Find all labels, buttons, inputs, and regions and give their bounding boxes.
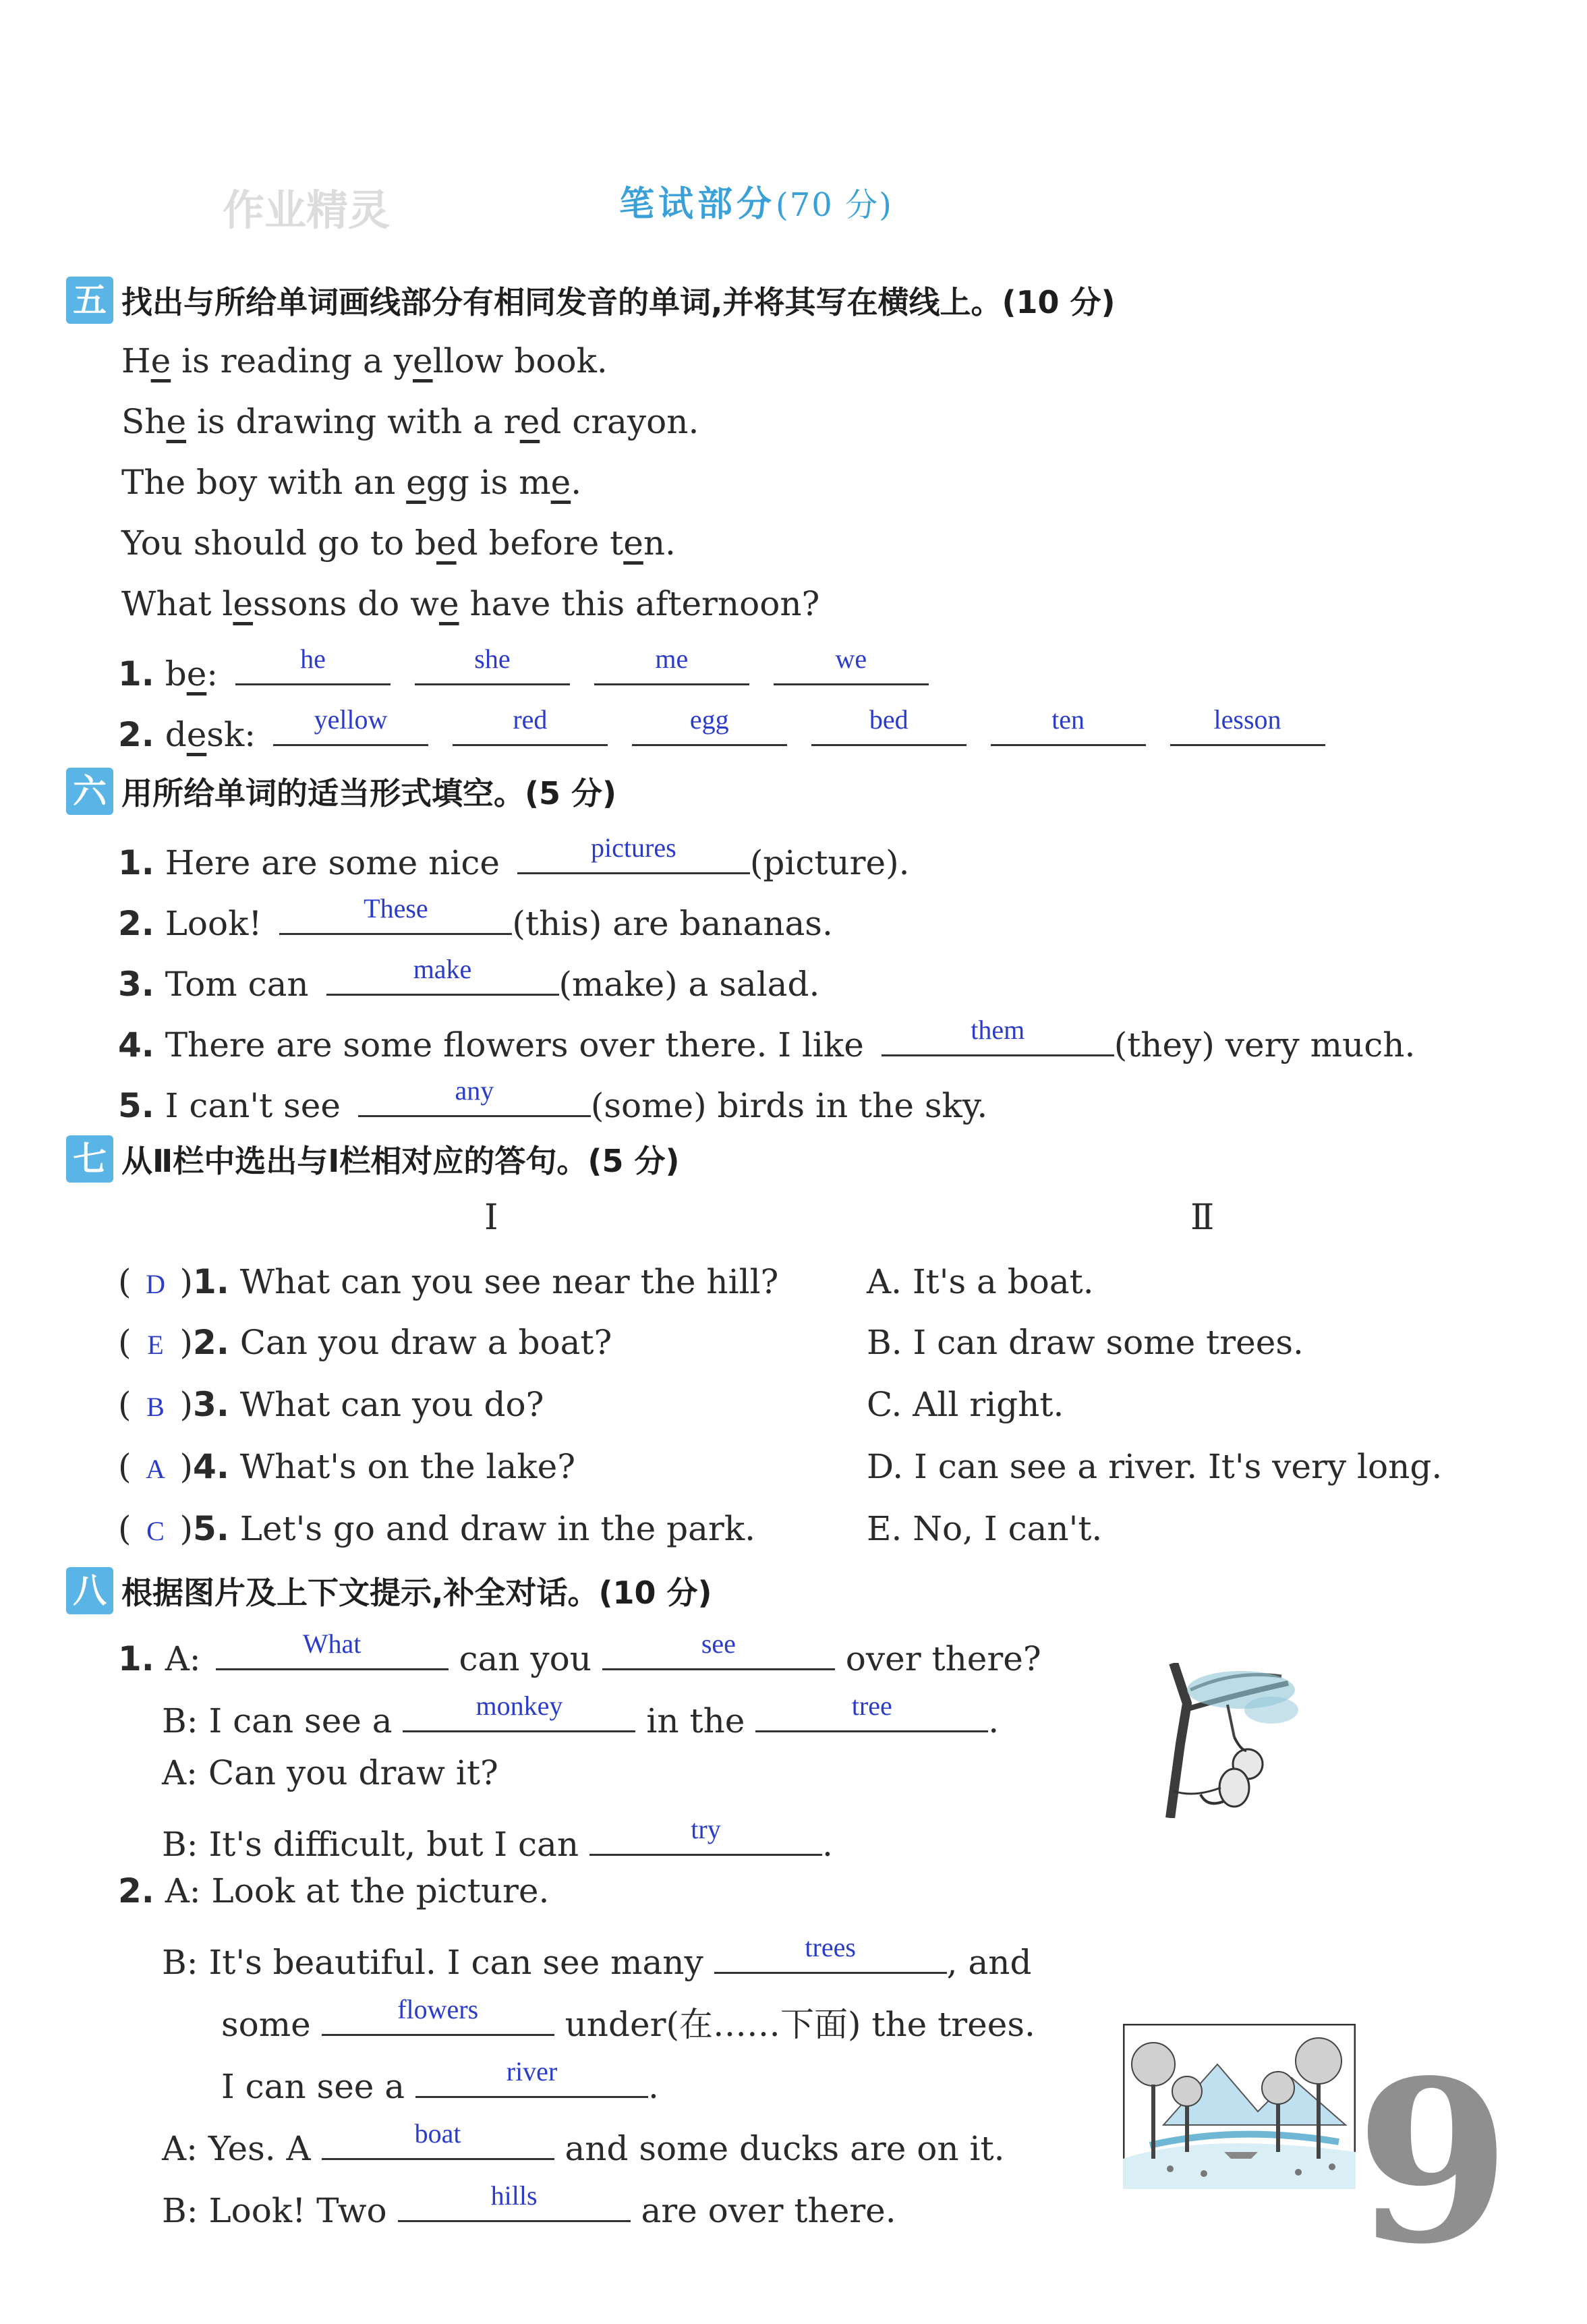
s5-q1-blank-4[interactable]: we bbox=[774, 644, 929, 685]
s7-option-e: E. No, I can't. bbox=[867, 1509, 1103, 1548]
section6-badge: 六 bbox=[66, 768, 113, 815]
s7-question-2: ( E )2. Can you draw a boat? bbox=[118, 1322, 612, 1365]
d2-line-2: B: It's beautiful. I can see many trees , and bbox=[162, 1932, 1032, 1982]
park-scene-picture bbox=[1123, 2024, 1356, 2189]
section5-heading: 找出与所给单词画线部分有相同发音的单词,并将其写在横线上。(10 分) bbox=[121, 284, 1116, 320]
d2-blank-4[interactable]: boat bbox=[322, 2119, 554, 2160]
s5-q2-blank-6[interactable]: lesson bbox=[1170, 705, 1325, 746]
title-score: (70 分) bbox=[776, 186, 893, 224]
s5-sentence-3: The boy with an egg is me. bbox=[121, 463, 582, 502]
s5-sentence-5: What lessons do we have this afternoon? bbox=[121, 584, 820, 623]
d2-line-5: A: Yes. A boat and some ducks are on it. bbox=[162, 2118, 1005, 2168]
column-2-label: Ⅱ bbox=[1190, 1197, 1215, 1238]
s6-item-2: 2. Look! These (this) are bananas. bbox=[118, 893, 833, 943]
section7-heading: 从Ⅱ栏中选出与Ⅰ栏相对应的答句。(5 分) bbox=[121, 1143, 680, 1179]
d2-blank-1[interactable]: trees bbox=[714, 1933, 947, 1974]
section5-badge: 五 bbox=[66, 277, 113, 324]
s7-answer-4[interactable]: A bbox=[146, 1454, 165, 1484]
s7-option-a: A. It's a boat. bbox=[867, 1262, 1094, 1301]
s7-option-b: B. I can draw some trees. bbox=[867, 1323, 1304, 1362]
d1-line-2: B: I can see a monkey in the tree . bbox=[162, 1691, 1000, 1740]
d1-line-1: 1. A: What can you see over there? bbox=[118, 1628, 1041, 1678]
page-title bbox=[619, 175, 893, 226]
s5-q2-blank-3[interactable]: egg bbox=[632, 705, 787, 746]
s5-q2-blank-2[interactable]: red bbox=[453, 705, 608, 746]
d1-blank-5[interactable]: try bbox=[589, 1815, 822, 1856]
d1-line-3: A: Can you draw it? bbox=[162, 1753, 498, 1792]
d1-blank-4[interactable]: tree bbox=[755, 1691, 988, 1732]
s5-q1-blank-2[interactable]: she bbox=[415, 644, 570, 685]
s7-question-3: ( B )3. What can you do? bbox=[118, 1384, 544, 1427]
s6-item-4: 4. There are some flowers over there. I like them (they) very much. bbox=[118, 1015, 1416, 1065]
s6-blank-2[interactable]: These bbox=[279, 894, 512, 935]
s7-answer-1[interactable]: D bbox=[146, 1269, 165, 1299]
s7-answer-5[interactable]: C bbox=[146, 1516, 165, 1546]
s5-q2-blank-4[interactable]: bed bbox=[811, 705, 966, 746]
section6-heading: 用所给单词的适当形式填空。(5 分) bbox=[121, 775, 617, 812]
s7-answer-2[interactable]: E bbox=[147, 1330, 164, 1360]
d2-blank-2[interactable]: flowers bbox=[322, 1995, 554, 2036]
d2-blank-3[interactable]: river bbox=[415, 2057, 648, 2098]
s6-item-1: 1. Here are some nice pictures (picture). bbox=[118, 832, 910, 882]
s7-question-1: ( D )1. What can you see near the hill? bbox=[118, 1262, 778, 1305]
s5-q2: 2. desk: yellow red egg bed ten lesson bbox=[118, 705, 1325, 755]
s7-option-d: D. I can see a river. It's very long. bbox=[867, 1447, 1443, 1486]
s6-blank-4[interactable]: them bbox=[882, 1015, 1114, 1056]
s7-question-5: ( C )5. Let's go and draw in the park. bbox=[118, 1508, 755, 1552]
s7-question-4: ( A )4. What's on the lake? bbox=[118, 1446, 575, 1490]
s7-option-c: C. All right. bbox=[867, 1385, 1064, 1424]
d1-blank-1[interactable]: What bbox=[216, 1629, 449, 1670]
section8-heading: 根据图片及上下文提示,补全对话。(10 分) bbox=[121, 1575, 712, 1611]
s5-sentence-1: He is reading a yellow book. bbox=[121, 341, 608, 380]
s6-blank-3[interactable]: make bbox=[326, 955, 559, 996]
page-number: 9 bbox=[1356, 2031, 1511, 2293]
d1-line-4: B: It's difficult, but I can try . bbox=[162, 1814, 833, 1864]
s5-q2-blank-5[interactable]: ten bbox=[991, 705, 1146, 746]
watermark: 作业精灵 bbox=[223, 186, 391, 235]
s6-blank-1[interactable]: pictures bbox=[517, 833, 750, 874]
d1-blank-2[interactable]: see bbox=[602, 1629, 835, 1670]
s5-q1: 1. be: he she me we bbox=[118, 644, 929, 694]
d2-line-4: I can see a river . bbox=[221, 2056, 659, 2106]
d2-line-1: 2. A: Look at the picture. bbox=[118, 1871, 550, 1910]
s5-q1-blank-3[interactable]: me bbox=[594, 644, 749, 685]
s5-sentence-2: She is drawing with a red crayon. bbox=[121, 402, 699, 441]
d2-line-6: B: Look! Two hills are over there. bbox=[162, 2180, 896, 2230]
s6-blank-5[interactable]: any bbox=[358, 1076, 591, 1117]
s7-answer-3[interactable]: B bbox=[146, 1392, 165, 1422]
monkey-in-tree-picture bbox=[1160, 1663, 1302, 1818]
s6-item-5: 5. I can't see any (some) birds in the sky. bbox=[118, 1075, 988, 1125]
d1-blank-3[interactable]: monkey bbox=[403, 1691, 635, 1732]
s6-item-3: 3. Tom can make (make) a salad. bbox=[118, 954, 820, 1004]
column-1-label: Ⅰ bbox=[484, 1197, 498, 1238]
d2-line-3: some flowers under(在……下面) the trees. bbox=[221, 1994, 1035, 2044]
title-text: 笔试部分 bbox=[619, 184, 776, 225]
s5-q2-blank-1[interactable]: yellow bbox=[273, 705, 428, 746]
section8-badge: 八 bbox=[66, 1567, 113, 1614]
s5-q1-blank-1[interactable]: he bbox=[235, 644, 391, 685]
s5-sentence-4: You should go to bed before ten. bbox=[121, 523, 676, 563]
d2-blank-5[interactable]: hills bbox=[398, 2181, 631, 2222]
section7-badge: 七 bbox=[66, 1135, 113, 1183]
